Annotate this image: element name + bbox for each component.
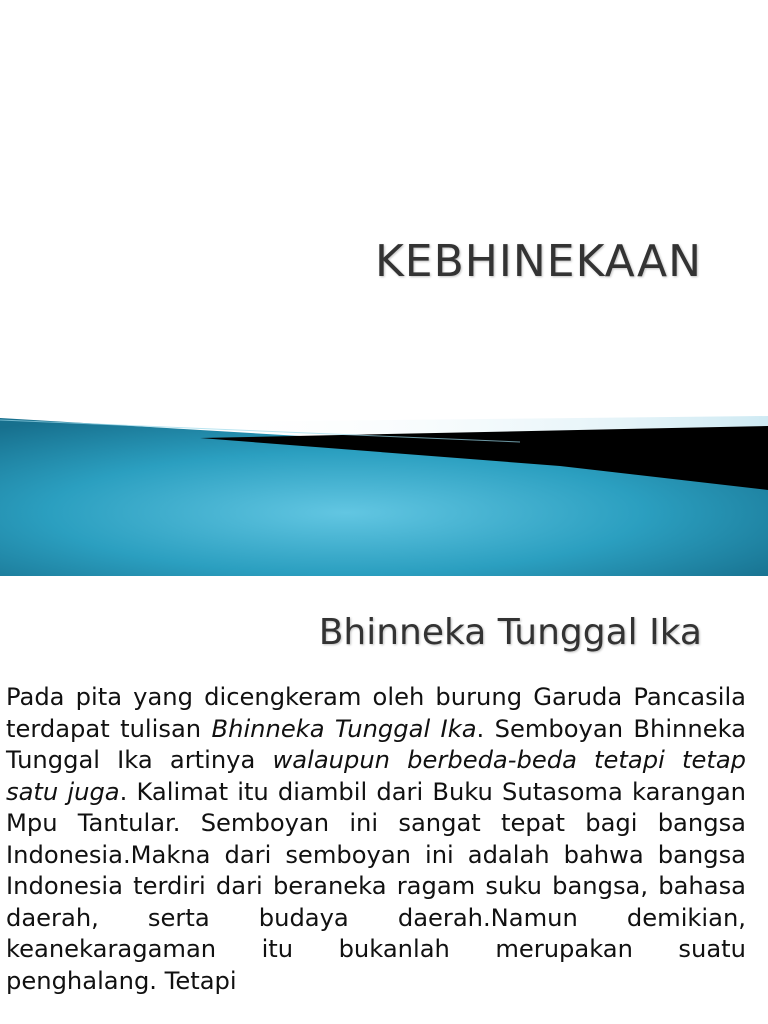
italic-phrase: walaupun berbeda-beda tetapi tetap satu juga [6,746,746,806]
body-paragraph [6,682,746,997]
text-segment: . Kalimat itu diambil dari Buku Sutasoma karangan Mpu Tantular. Semboyan ini sangat tepat bagi bangsa Indonesia.Makna dari semboyan ini adalah bahwa bangsa Indonesia terdiri dari beraneka ragam suku bangsa, bahasa daerah, serta budaya daerah.Namun demikian, keanekaragaman itu bukanlah merupakan suatu penghalang. Tetapi [6,777,746,995]
text-segment: . Semboyan Bhinneka Tunggal Ika artinya [6,714,746,774]
slide-title-heading: KEBHINEKAAN [374,236,702,287]
decorative-banner [0,400,768,576]
text-segment: Pada pita yang dicengkeram oleh burung Garuda Pancasila terdapat tulisan [6,683,746,743]
italic-phrase: Bhinneka Tunggal Ika [211,714,477,743]
content-heading: Bhinneka Tunggal Ika [318,612,702,653]
slide-content [0,576,768,1024]
